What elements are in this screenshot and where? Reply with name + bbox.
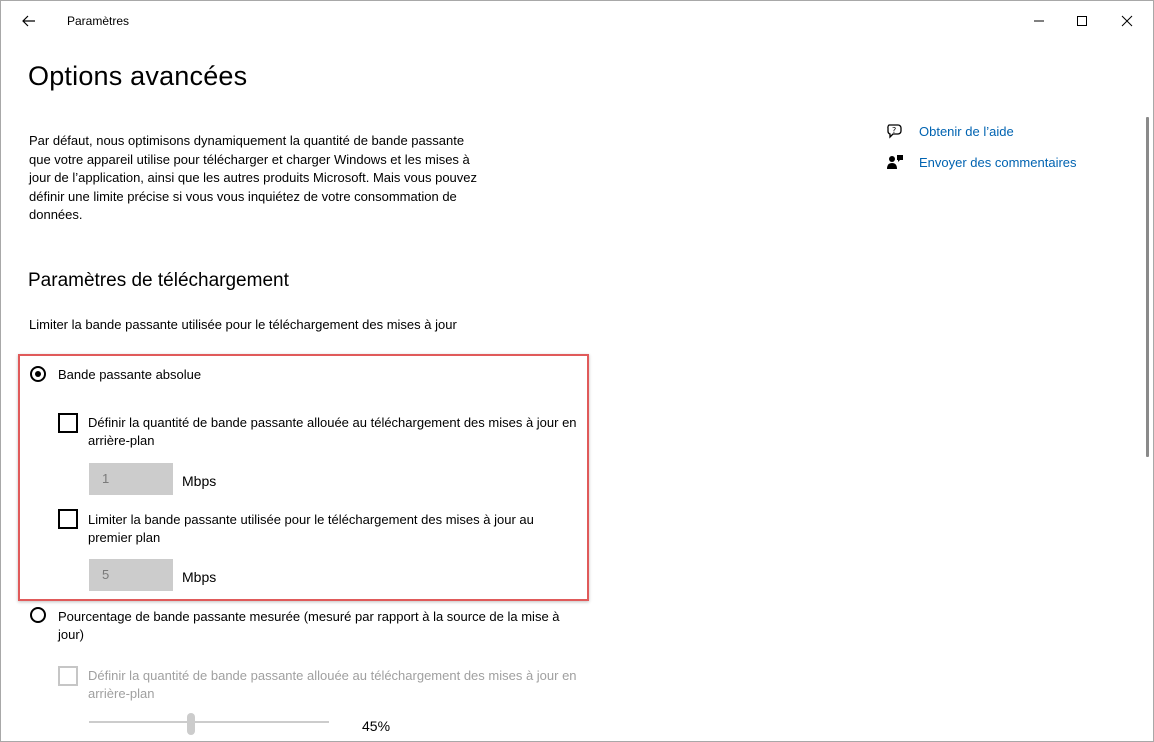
percentage-background-checkbox[interactable]	[58, 666, 78, 686]
minimize-button[interactable]	[1016, 1, 1062, 41]
app-title: Paramètres	[67, 14, 130, 28]
close-button[interactable]	[1104, 1, 1150, 41]
chat-help-icon	[885, 121, 905, 141]
close-icon	[1121, 15, 1133, 27]
feedback-person-icon	[885, 152, 905, 172]
absolute-bandwidth-label[interactable]: Bande passante absolue	[58, 367, 202, 382]
bandwidth-slider-value: 45%	[362, 718, 391, 734]
send-feedback-link[interactable]	[885, 152, 1077, 172]
percentage-bandwidth-label[interactable]: Pourcentage de bande passante mesurée (mesuré par rapport à la source de la mise à jour)	[58, 609, 560, 642]
scrollbar[interactable]	[1146, 117, 1149, 457]
foreground-limit-checkbox[interactable]	[58, 509, 78, 529]
background-mbps-unit: Mbps	[182, 473, 217, 489]
bandwidth-slider-thumb[interactable]	[187, 713, 195, 735]
minimize-icon	[1033, 15, 1045, 27]
limit-bandwidth-label: Limiter la bande passante utilisée pour le téléchargement des mises à jour	[29, 317, 457, 332]
back-arrow-icon	[22, 15, 36, 27]
percentage-bandwidth-radio[interactable]	[30, 607, 46, 623]
background-limit-label[interactable]: Définir la quantité de bande passante allouée au téléchargement des mises à jour en arrière-plan	[88, 415, 577, 448]
absolute-bandwidth-radio[interactable]	[30, 366, 46, 382]
foreground-limit-label[interactable]: Limiter la bande passante utilisée pour le téléchargement des mises à jour au premier plan	[88, 512, 534, 545]
get-help-label: Obtenir de l’aide	[919, 123, 1014, 139]
maximize-icon	[1076, 15, 1088, 27]
back-button[interactable]	[15, 9, 43, 33]
percentage-background-label: Définir la quantité de bande passante allouée au téléchargement des mises à jour en arrière-plan	[88, 668, 577, 701]
background-mbps-input[interactable]: 1	[89, 463, 173, 495]
foreground-mbps-input[interactable]: 5	[89, 559, 173, 591]
page-title: Options avancées	[28, 61, 248, 91]
send-feedback-label: Envoyer des commentaires	[919, 154, 1077, 170]
title-bar	[1, 1, 1153, 41]
maximize-button[interactable]	[1059, 1, 1105, 41]
foreground-mbps-unit: Mbps	[182, 569, 217, 585]
intro-text: Par défaut, nous optimisons dynamiquement la quantité de bande passante que votre appareil utilise pour télécharger et charger Windows et les mises à jour de l’application, ainsi que les autres produits Microsoft. Mais vous pouvez définir une limite précise si vous vous inquiétez de votre consommation de données.	[29, 133, 478, 222]
svg-text:?: ?	[892, 126, 897, 135]
section-title: Paramètres de téléchargement	[28, 270, 289, 291]
background-limit-checkbox[interactable]	[58, 413, 78, 433]
bandwidth-slider-track[interactable]	[89, 721, 329, 723]
get-help-link[interactable]	[885, 121, 1014, 141]
